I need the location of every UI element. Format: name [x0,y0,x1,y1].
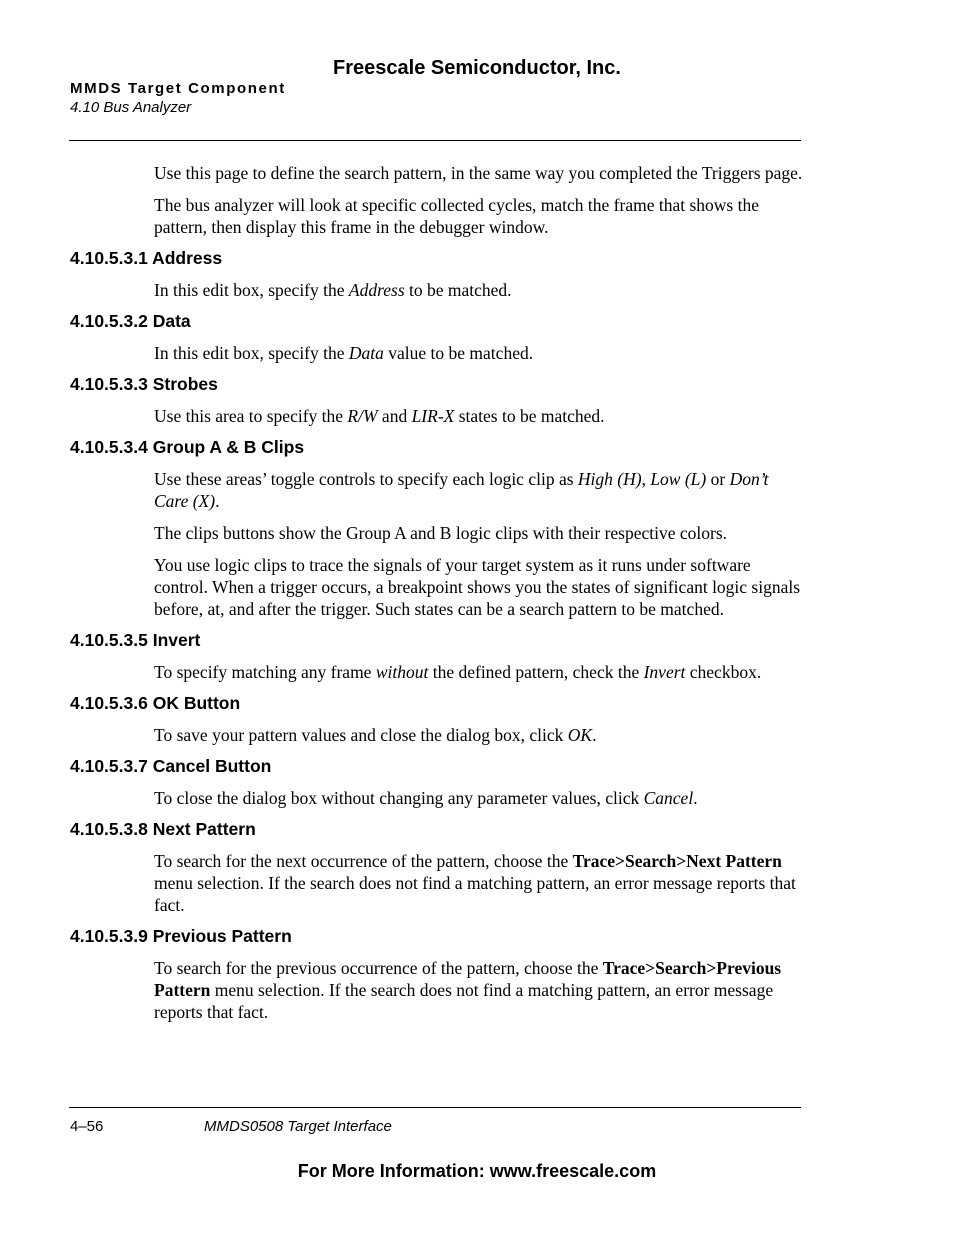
previous-pattern-paragraph: To search for the previous occurrence of the pattern, choose the Trace>Search>Previous Pattern menu selection. If the search does not find a matching pattern, an error message reports that fact. [154,958,782,1022]
header-rule [69,140,801,141]
section-heading-clips: 4.10.5.3.4 Group A & B Clips [70,437,305,457]
section-heading-ok-button: 4.10.5.3.6 OK Button [70,693,241,713]
invert-paragraph: To specify matching any frame without the defined pattern, check the Invert checkbox. [154,662,762,682]
running-section: 4.10 Bus Analyzer [70,99,192,116]
section-heading-cancel-button: 4.10.5.3.7 Cancel Button [70,756,272,776]
address-paragraph: In this edit box, specify the Address to be matched. [154,280,512,300]
next-pattern-paragraph: To search for the next occurrence of the pattern, choose the Trace>Search>Next Pattern menu selection. If the search does not find a matching pattern, an error message reports that fact. [154,851,796,915]
running-title: MMDS Target Component [70,80,286,97]
section-heading-address: 4.10.5.3.1 Address [70,248,223,268]
data-paragraph: In this edit box, specify the Data value to be matched. [154,343,534,363]
section-heading-invert: 4.10.5.3.5 Invert [70,630,201,650]
section-heading-strobes: 4.10.5.3.3 Strobes [70,374,218,394]
top-banner: Freescale Semiconductor, Inc. [333,57,621,79]
bottom-banner: For More Information: www.freescale.com [297,1161,657,1181]
clips-paragraph: Use these areas’ toggle controls to specify each logic clip as High (H), Low (L) or Don’t Care (X). [154,469,769,511]
clips-paragraph: You use logic clips to trace the signals of your target system as it runs under software control. When a trigger occurs, a breakpoint shows you the states of significant logic signals before, at, and after the trigger. Such states can be a search pattern to be matched. [154,555,801,619]
page-number: 4–56 [70,1118,104,1135]
clips-paragraph: The clips buttons show the Group A and B logic clips with their respective colors. [154,523,728,543]
section-heading-next-pattern: 4.10.5.3.8 Next Pattern [70,819,256,839]
intro-paragraph: The bus analyzer will look at specific collected cycles, match the frame that shows the pattern, then display this frame in the debugger window. [154,195,759,237]
document-title: MMDS0508 Target Interface [204,1118,392,1135]
footer-rule [69,1107,801,1108]
section-heading-previous-pattern: 4.10.5.3.9 Previous Pattern [70,926,292,946]
cancel-button-paragraph: To close the dialog box without changing any parameter values, click Cancel. [154,788,698,808]
ok-button-paragraph: To save your pattern values and close the dialog box, click OK. [154,725,597,745]
page-content [0,162,954,1033]
intro-paragraph: Use this page to define the search pattern, in the same way you completed the Triggers page. [154,163,803,183]
strobes-paragraph: Use this area to specify the R/W and LIR-X states to be matched. [154,406,605,426]
section-heading-data: 4.10.5.3.2 Data [70,311,191,331]
